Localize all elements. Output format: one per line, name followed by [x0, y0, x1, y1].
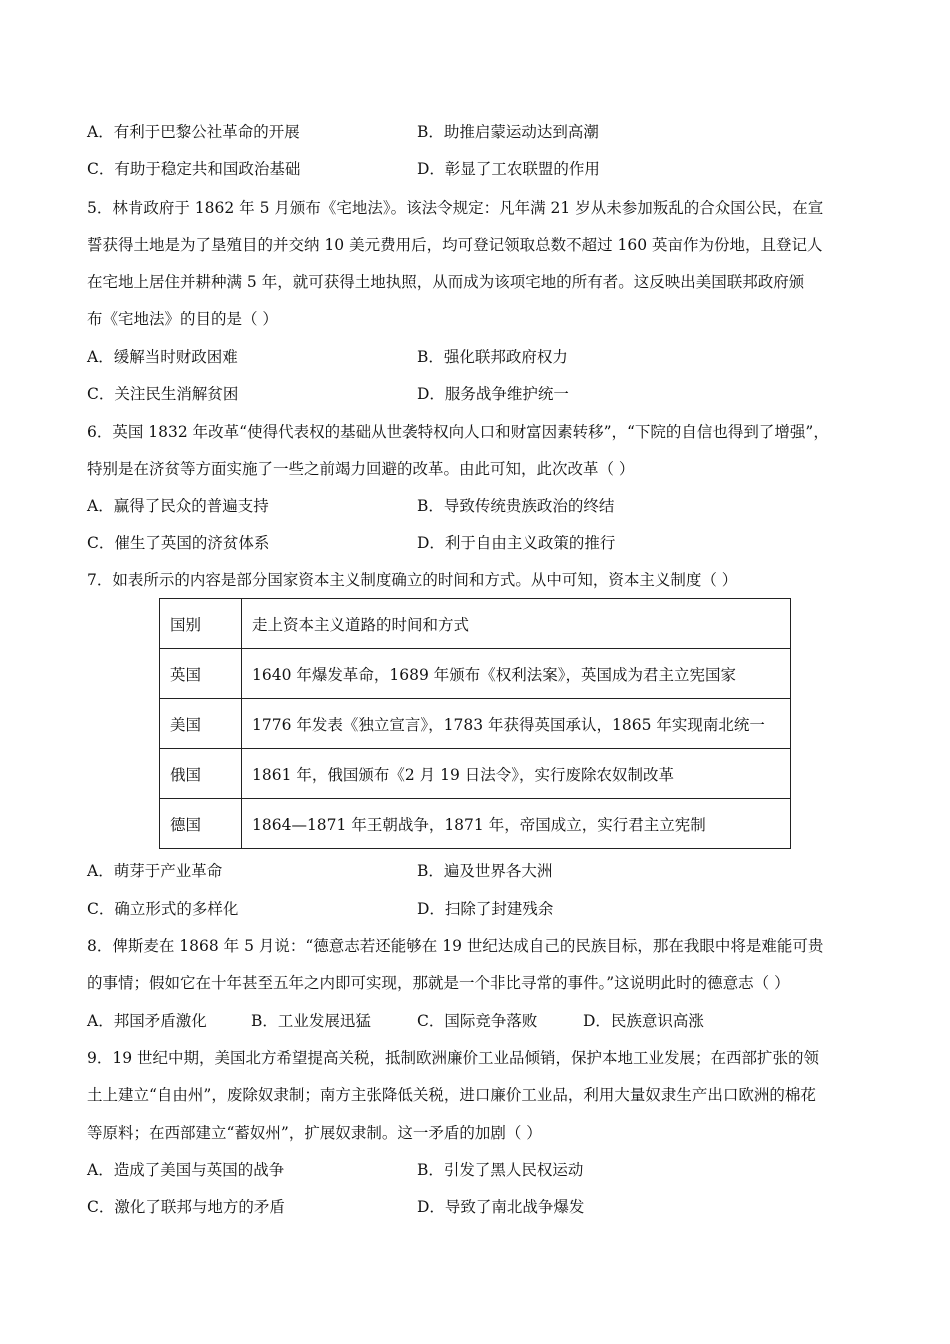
- table-cell-detail: 1776 年发表《独立宣言》，1783 年获得英国承认，1865 年实现南北统一: [242, 699, 791, 749]
- q8-option-d[interactable]: D．民族意识高涨: [583, 1012, 704, 1030]
- q5-option-c[interactable]: C．关注民生消解贫困: [87, 385, 239, 403]
- q5-option-b[interactable]: B．强化联邦政府权力: [417, 348, 568, 366]
- q9-option-d[interactable]: D．导致了南北战争爆发: [417, 1198, 585, 1216]
- q9-stem-line: 土上建立“自由州”，废除奴隶制；南方主张降低关税，进口廉价工业品，利用大量奴隶生产出口欧洲的棉花: [87, 1086, 816, 1104]
- q5-stem-line: 布《宅地法》的目的是（ ）: [87, 310, 278, 328]
- q4-option-b[interactable]: B．助推启蒙运动达到高潮: [417, 123, 599, 141]
- q8-option-c[interactable]: C．国际竞争落败: [417, 1012, 538, 1030]
- q4-option-c[interactable]: C．有助于稳定共和国政治基础: [87, 160, 301, 178]
- q9-option-b[interactable]: B．引发了黑人民权运动: [417, 1161, 584, 1179]
- q7-table: [159, 598, 791, 849]
- q8-stem-line: 8．俾斯麦在 1868 年 5 月说：“德意志若还能够在 19 世纪达成自己的民族目标，那在我眼中将是难能可贵: [87, 937, 824, 955]
- table-cell-detail: 1861 年，俄国颁布《2 月 19 日法令》，实行废除农奴制改革: [242, 749, 791, 799]
- q7-stem: 7．如表所示的内容是部分国家资本主义制度确立的时间和方式。从中可知，资本主义制度（ ）: [87, 571, 738, 589]
- q9-option-a[interactable]: A．造成了美国与英国的战争: [87, 1161, 285, 1179]
- q4-option-a[interactable]: A．有利于巴黎公社革命的开展: [87, 123, 300, 141]
- q5-option-a[interactable]: A．缓解当时财政困难: [87, 348, 238, 366]
- q4-option-d[interactable]: D．彰显了工农联盟的作用: [417, 160, 600, 178]
- q8-option-b[interactable]: B．工业发展迅猛: [251, 1012, 371, 1030]
- table-cell-country: 德国: [160, 799, 242, 849]
- q8-option-a[interactable]: A．邦国矛盾激化: [87, 1012, 207, 1030]
- table-cell-country: 俄国: [160, 749, 242, 799]
- q5-stem-line: 誓获得土地是为了垦殖目的并交纳 10 美元费用后，均可登记领取总数不超过 160 英亩作为份地，且登记人: [87, 236, 823, 254]
- table-row: [160, 749, 791, 799]
- q6-option-a[interactable]: A．赢得了民众的普遍支持: [87, 497, 269, 515]
- table-cell-country: 美国: [160, 699, 242, 749]
- q5-stem-line: 5．林肯政府于 1862 年 5 月颁布《宅地法》。该法令规定：凡年满 21 岁从未参加叛乱的合众国公民，在宣: [87, 199, 824, 217]
- q7-option-a[interactable]: A．萌芽于产业革命: [87, 862, 223, 880]
- q9-stem-line: 等原料；在西部建立“蓄奴州”，扩展奴隶制。这一矛盾的加剧（ ）: [87, 1124, 542, 1142]
- q5-stem-line: 在宅地上居住并耕种满 5 年，就可获得土地执照，从而成为该项宅地的所有者。这反映出美国联邦政府颁: [87, 273, 805, 291]
- q9-stem-line: 9．19 世纪中期，美国北方希望提高关税，抵制欧洲廉价工业品倾销，保护本地工业发展；在西部扩张的领: [87, 1049, 820, 1067]
- q9-option-c[interactable]: C．激化了联邦与地方的矛盾: [87, 1198, 285, 1216]
- table-row: [160, 699, 791, 749]
- q7-option-d[interactable]: D．扫除了封建残余: [417, 900, 554, 918]
- q8-stem-line: 的事情；假如它在十年甚至五年之内即可实现，那就是一个非比寻常的事件。”这说明此时的德意志（ ）: [87, 974, 790, 992]
- table-cell-detail: 1640 年爆发革命，1689 年颁布《权利法案》，英国成为君主立宪国家: [242, 649, 791, 699]
- q6-stem-line: 特别是在济贫等方面实施了一些之前竭力回避的改革。由此可知，此次改革（ ）: [87, 460, 635, 478]
- q6-option-d[interactable]: D．利于自由主义政策的推行: [417, 534, 616, 552]
- table-row: [160, 799, 791, 849]
- q6-stem-line: 6．英国 1832 年改革“使得代表权的基础从世袭特权向人口和财富因素转移”，“下院的自信也得到了增强”，: [87, 423, 829, 441]
- q6-option-b[interactable]: B．导致传统贵族政治的终结: [417, 497, 615, 515]
- table-header-cell: 国别: [160, 599, 242, 649]
- table-row: [160, 649, 791, 699]
- q7-option-b[interactable]: B．遍及世界各大洲: [417, 862, 553, 880]
- q7-option-c[interactable]: C．确立形式的多样化: [87, 900, 239, 918]
- table-cell-detail: 1864—1871 年王朝战争，1871 年，帝国成立，实行君主立宪制: [242, 799, 791, 849]
- q6-option-c[interactable]: C．催生了英国的济贫体系: [87, 534, 270, 552]
- table-header-row: [160, 599, 791, 649]
- table-cell-country: 英国: [160, 649, 242, 699]
- q5-option-d[interactable]: D．服务战争维护统一: [417, 385, 569, 403]
- table-header-cell: 走上资本主义道路的时间和方式: [242, 599, 791, 649]
